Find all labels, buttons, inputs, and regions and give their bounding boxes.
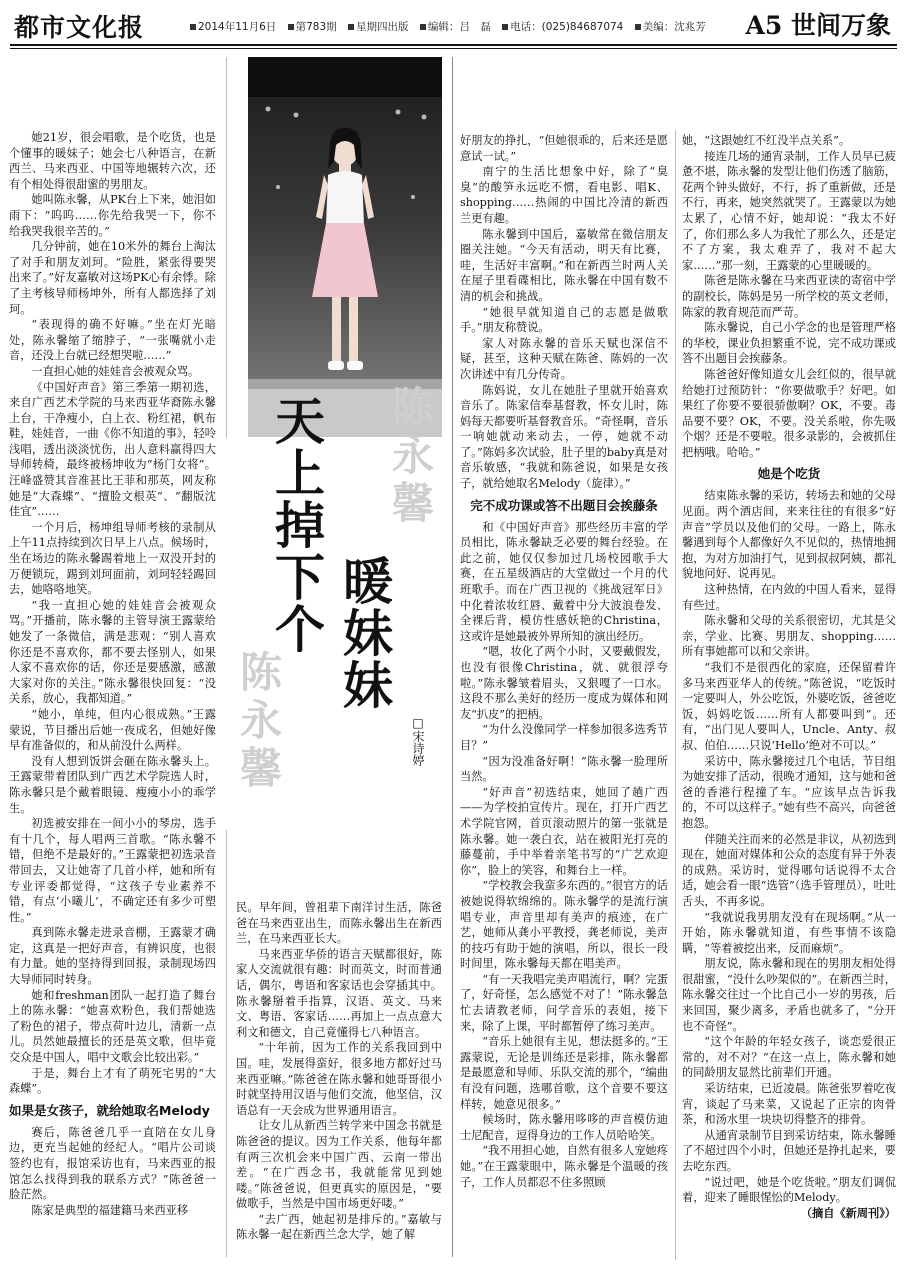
paragraph: “我一直担心她的娃娃音会被观众骂。”开播前，陈永馨的主管导演王露蒙给她发了一条微信，满是悲观：“别人喜欢你还是不喜欢你，都不要去怪别人，如果人家不喜欢你的话，你还是要感激，感激大家对你的关注。”陈永馨很快回复：“没关系，放心，我都知道。” [9,598,216,706]
paragraph: 她叫陈永馨，从PK台上下来，她泪如雨下：“呜呜……你先给我哭一下，你不给我哭我很辛苦的。” [9,193,216,238]
column-divider [675,130,676,1260]
paragraph: 于是，舞台上才有了萌死宅男的“大森蝶”。 [9,1066,216,1096]
paragraph: “我不用担心她，自然有很多人宠她疼她。”在王露蒙眼中，陈永馨是个温暖的孩子，工作人员都忍不住多照顾 [460,1144,668,1189]
source-credit: （摘自《新周刊》） [800,1205,896,1220]
paragraph: “有一天我唱完美声唱流行，啊？完蛋了，好奇怪，怎么感觉不对了！”陈永馨急忙去请教老师，问学音乐的表姐，接下来，除了上课，平时都暂停了练习美声。 [460,972,668,1033]
paragraph: 和《中国好声音》那些经历丰富的学员相比，陈永馨缺乏必要的舞台经验。在此之前，她仅仅参加过几场校园歌手大赛，在五星级酒店的大堂做过一个月的代班歌手。而在广西卫视的《挑战冠军日》中化着浓妆红唇、戴着中分大波浪卷发、全裸后背，模仿性感妖艳的Christina，这或许是她最被外界所知的演出经历。 [460,520,668,643]
paragraph: 从通宵录制节目到采访结束，陈永馨睡了不超过四个小时，但她还是挣扎起来，要去吃东西。 [682,1128,896,1173]
paragraph: 她和freshman团队一起打造了舞台上的陈永馨：“她喜欢粉色，我们帮她选了粉色的裙子，带点荷叶边儿，清新一点儿。员然她最擅长的还是英文歌，但毕竟交众是中国人，唱中文歌会比较出彩。” [9,988,216,1065]
paragraph: “好声音”初选结束，她回了趟广西——为学校拍宣传片。现在，打开广西艺术学院官网，首页滚动照片的第一张就是陈永馨。她一袭白衣，站在被阳光打亮的藤蔓前，手中举着亲笔书写的“广艺欢迎你”，脸上的笑容，和舞台上一样。 [460,785,668,877]
issue-field: 第783期 [288,21,337,33]
singer-photo [248,57,442,437]
subheading: 如果是女孩子，就给她取名Melody [9,1102,210,1118]
paragraph: “她小，单纯，但内心很成熟。”王露蒙说，节目播出后她一夜成名，但她好像早有准备似的，和从前没什么两样。 [9,707,216,753]
paragraph: “我就说我男朋友没有在现场啊。”从一开始，陈永馨就知道，有些事情不该隐瞒，“等着被挖出来，反而麻烦”。 [682,910,896,955]
paragraph: 候场时，陈永馨用哆哆的声音模仿迪士尼配音，逗得身边的工作人员哈哈笑。 [460,1113,668,1142]
header-rule-thin [10,48,897,49]
paragraph: “表现得的确不好嘛。”坐在灯光暗处，陈永馨缩了缩脖子，“一张嘴就小走音，还没上台就已经想哭啦……” [9,318,216,363]
name-watermark: 陈永馨 [386,385,435,529]
paragraph: 陈爸是陈永馨在马来西亚读的寄宿中学的副校长，陈妈是另一所学校的英文老师，陈家的教育规范而严苛。 [682,274,896,319]
paragraph: 陈妈说，女儿在她肚子里就开始喜欢音乐了。陈家信奉基督教，怀女儿时，陈妈每天都要听基督教音乐。“奇怪啊，音乐一响她就动来动去，一停，她就不动了。”陈妈多次试验，肚子里的baby真是对音乐敏感，“我就和陈爸说，如果是女孩子，就给她取名Melody（旋律）。” [460,383,668,491]
paragraph: “音乐上她很有主见，想法挺多的。”王露蒙说，无论是训练还是彩排，陈永馨都是最愿意和导师、乐队交流的那个，“编曲有没有问题，选哪首歌，这个音要不要这样转，她意见很多。” [460,1035,668,1111]
paragraph: 陈永馨说，自己小学念的也是管理严格的华校，课业负担繁重不说，完不成功课或答不出题目会挨藤条。 [682,321,896,366]
paragraph: 几分钟前，她在10米外的舞台上淘汰了对手和朋友刘珂。“险胜，紧张得要哭出来了。”好友嘉敏对这场PK心有余悸。除了主考核导师杨坤外，所有人都选择了刘珂。 [9,240,216,316]
section-title: A5 世间万象 [745,11,891,40]
column-divider [452,57,453,1257]
page-header [0,0,907,50]
paragraph: 让女儿从新西兰转学来中国念书就是陈爸爸的提议。因为工作关系，他每年都有两三次机会来中国广西、云南一带出差。“在广西念书，我就能常见到她喽。”陈爸爸说，但更真实的原因是，“要做歌手，当然是中国市场更好喽。” [236,1119,442,1211]
paper-name: 都市文化报 [14,13,145,42]
paragraph: 结束陈永馨的采访，转场去和她的父母见面。两个酒店间，来来往往的有很多“好声音”学员以及他们的父母。一路上，陈永馨遇到每个人都像好久不见似的，热情地拥抱，为对方加油打气，见到叔叔阿姨，都礼貌地问好、说再见。 [682,489,896,581]
paragraph: 赛后，陈爸爸几乎一直陪在女儿身边，更充当起她的经纪人。“唱片公司谈签约也有，报馆采访也有，马来西亚的报馆怎么找得到我的联系方式？”陈爸爸一脸茫然。 [9,1125,216,1202]
square-bullet-icon [348,24,354,30]
paragraph: 伴随关注而来的必然是非议，从初选到现在，她面对媒体和公众的态度有异于外表的成熟。采访时，觉得哪句话说得不太合适，她会看一眼“选管”（选手管理员），吐吐舌头，不再多说。 [682,832,896,908]
paragraph: 没有人想到饭饼会砸在陈永馨头上。王露蒙带着团队到广西艺术学院选人时，陈永馨只是个戴着眼镜、瘦瘦小小的乖学生。 [9,754,216,815]
subheading: 她是个吃货 [757,466,821,482]
paragraph: 民。早年间，曾祖辈下南洋讨生活，陈爸爸在马来西亚出生，而陈永馨出生在新西兰，在马来西亚长大。 [236,901,442,946]
paragraph: 《中国好声音》第三季第一期初选，来自广西艺术学院的马来西亚华裔陈永馨上台，干净瘦小，白上衣、粉红裙，帆布鞋，娃娃音，一曲《你不知道的事》，轻呤浅唱，透出淡淡忧伤，出人意料赢得四大导师转椅，最终被杨坤收为“杨门女将”。汪峰盛赞其音准甚比王菲和那英，网友称她是“大森蝶”、“擅脸文根英”、“翻版沈佳宜”…… [9,380,216,519]
weekday-field: 星期四出版 [348,21,409,33]
square-bullet-icon [420,24,426,30]
paragraph: “学校教会我蛮多东西的。”很官方的话被她说得软绵绵的。陈永馨学的是流行演唱专业，声音里却有美声的痕迹，在广艺，她师从龚小平教授，龚老师说，美声的技巧有助于她的演唱，所以，很长一段时间里，陈永馨每天都在唱美声。 [460,879,668,971]
paragraph: 采访结束，已近凌晨。陈爸张罗着吃夜宵，谈起了马来菜，又说起了正宗的肉骨茶，和汤水里一块块切得整齐的排骨。 [682,1082,896,1127]
paragraph: “因为没准备好啊！”陈永馨一脸理所当然。 [460,754,668,784]
square-bullet-icon [190,24,196,30]
paragraph: 家人对陈永馨的音乐天赋也深信不疑，甚至，这种天赋在陈爸、陈妈的一次次讲述中有几分传奇。 [460,336,668,381]
paragraph: “她很早就知道自己的志愿是做歌手。”朋友称赞说。 [460,305,668,335]
editor-field: 编辑：吕 磊 [420,21,491,33]
square-bullet-icon [288,24,294,30]
article-column-4 [682,133,896,1260]
paragraph: 马来西亚华侨的语言天赋都很好，陈家人交流就很有趣：时而英文，时而普通话，偶尔，粤语和客家话也会穿插其中。陈永馨掰着手指算，汉语、英文、马来文、粤语、客家话……再加上一点点意大利文和德文，自己竟懂得七八种语言。 [236,947,442,1039]
designer-field: 美编：沈兆芳 [635,21,706,33]
article-column-1 [9,130,216,1260]
square-bullet-icon [502,24,508,30]
headline-line1: 天上掉下个 [267,395,325,655]
paragraph: “嗯，妆化了两个小时，又要戴假发，也没有很像Christina，就、就很浮夸啦。”陈永馨皱着眉头，又狠嘎了一口水。这段不那么美好的经历一度成为媒体和网友“扒皮”的把柄。 [460,645,668,721]
paragraph: “十年前，因为工作的关系我回到中国。哇，发展得蛮好，很多地方都好过马来西亚嘛。”陈爸爸在陈永馨和她哥哥很小时就坚持用汉语与他们交流，他坚信，汉语总有一天会成为世界通用语言。 [236,1041,442,1117]
byline: □宋诗婷 [411,716,425,766]
paragraph: “说过吧，她是个吃货啦。”朋友们调侃着，迎来了睡眼惺忪的Melody。 [682,1175,896,1205]
paragraph: 这种热情，在内敛的中国人看来，显得有些过。 [682,583,896,612]
paragraph: 采访中，陈永馨接过几个电话，节目组为她安排了活动，很晚才通知，这与她和爸爸的香港行程撞了车。“应该早点告诉我的，不可以这样子。”她有些不高兴，向爸爸抱怨。 [682,754,896,830]
paragraph: “这个年龄的年轻女孩子，谈恋爱很正常的，对不对？”在这一点上，陈永馨和她的同龄朋友显然比前辈们开通。 [682,1035,896,1080]
date-field: 2014年11月6日 [190,21,276,33]
paragraph: 一直担心她的娃娃音会被观众骂。 [31,364,200,378]
headline-line2: 暖妹妹 [335,555,393,711]
header-meta [190,19,714,34]
paragraph: 她，“这跟她红不红没半点关系”。 [682,134,851,147]
subheading: 完不成功课或答不出题目会挨藤条 [470,497,658,513]
header-rule [10,44,897,46]
singer-photo-illustration [248,57,442,437]
name-watermark-2: 陈永馨 [234,650,283,794]
paragraph: 陈爸爸好像知道女儿会红似的，很早就给她打过预防针：“你要做歌手？好吧。如果红了你要不要很骄傲啊？OK，不要。毒品要不要？OK，不要。没关系啦，你先吸个烟？还是不要啦。很多录影的，会被抓住把柄哦。哈哈。” [682,367,896,459]
paragraph: 南宁的生活比想象中好，除了“臭臭”的酸笋永远吃不惯，看电影、唱K、shopping……热闹的中国比冷清的新西兰更有趣。 [460,165,668,225]
paragraph: 好朋友的挣扎，“但她很乖的，后来还是愿意试一试。” [460,134,668,163]
paragraph: “去广西，她起初是排斥的。”嘉敏与陈永馨一起在新西兰念大学，她了解 [236,1212,442,1242]
paragraph: “为什么没像同学一样参加很多选秀节目？” [460,723,668,752]
paragraph: 真到陈永馨走进录音棚，王露蒙才确定，这真是一把好声音，有辨识度，也很有力量。她的坚持得到回报，录制现场四大导师同时转身。 [9,926,216,987]
paragraph: 她21岁，很会唱歌，是个吃货，也是个懂事的暖妹子；她会七八种语言，在新西兰、马来西亚、中国等地辗转六次，还有个相处得很甜蜜的男朋友。 [9,131,216,191]
phone-field: 电话：(025)84687074 [502,21,623,33]
paragraph: 陈永馨到中国后，嘉敏常在微信朋友圈关注她。“今天有活动，明天有比赛，哇，生活好丰富啊。”和在新西兰时两人关在屋子里看碟相比，陈永馨在中国有数不清的机会和挑战。 [460,227,668,303]
square-bullet-icon [635,24,641,30]
paragraph: 接连几场的通宵录制，工作人员早已疲惫不堪，陈永馨的发型让他们伤透了脑筋，花两个钟头做好，不行，拆了重新做，还是不行，再来，她突然就哭了。王露蒙以为她太累了，心情不好，她却说：“我太不好了，你们那么多人为我忙了那么久，还是定不了方案，我太难弄了，我对不起大家……”那一刻，王露蒙的心里暖暖的。 [682,149,896,272]
article-column-2 [236,900,442,1260]
paragraph: 一个月后，杨坤组导师考核的录制从上午11点持续到次日早上八点。候场时，坐在场边的陈永馨踢着地上一双没开封的万便锁玩，踢到刘珂面前，刘珂轻轻踢回去，她咯咯地笑。 [9,520,216,597]
paragraph: 陈家是典型的福建籍马来西亚移 [31,1203,189,1217]
paragraph: “我们不是很西化的家庭，还保留着许多马来西亚华人的传统。”陈爸说，“吃饭时一定要叫人，外公吃饭，外婆吃饭，爸爸吃饭，妈妈吃饭……所有人都要叫到”。还有，“出门见人要叫人，Uncle、Anty、叔叔、伯伯……只说‘Hello’绝对不可以。” [682,661,896,752]
article-column-3 [460,133,668,1260]
paragraph: 朋友说，陈永馨和现在的男朋友相处得很甜蜜，“没什么吵架似的”。在新西兰时，陈永馨交往过一个比自己小一岁的男孩，后来回国，聚少离多，矛盾也就多了，“分开也不奇怪”。 [682,957,896,1033]
paragraph: 初选被安排在一间小小的琴房，选手有十几个，每人唱两三首歌。“陈永馨不错，但绝不是最好的。”王露蒙把初选录音带回去，又让她寄了几首小样，她和所有专业评委都觉得，“这孩子专业素养不错，有点‘小曦儿’，不确定还有多少可塑性。” [9,817,216,924]
paragraph: 陈永馨和父母的关系很密切，尤其是父亲，学业、比赛、男朋友、shopping……所有事她都可以和父亲讲。 [682,614,896,659]
